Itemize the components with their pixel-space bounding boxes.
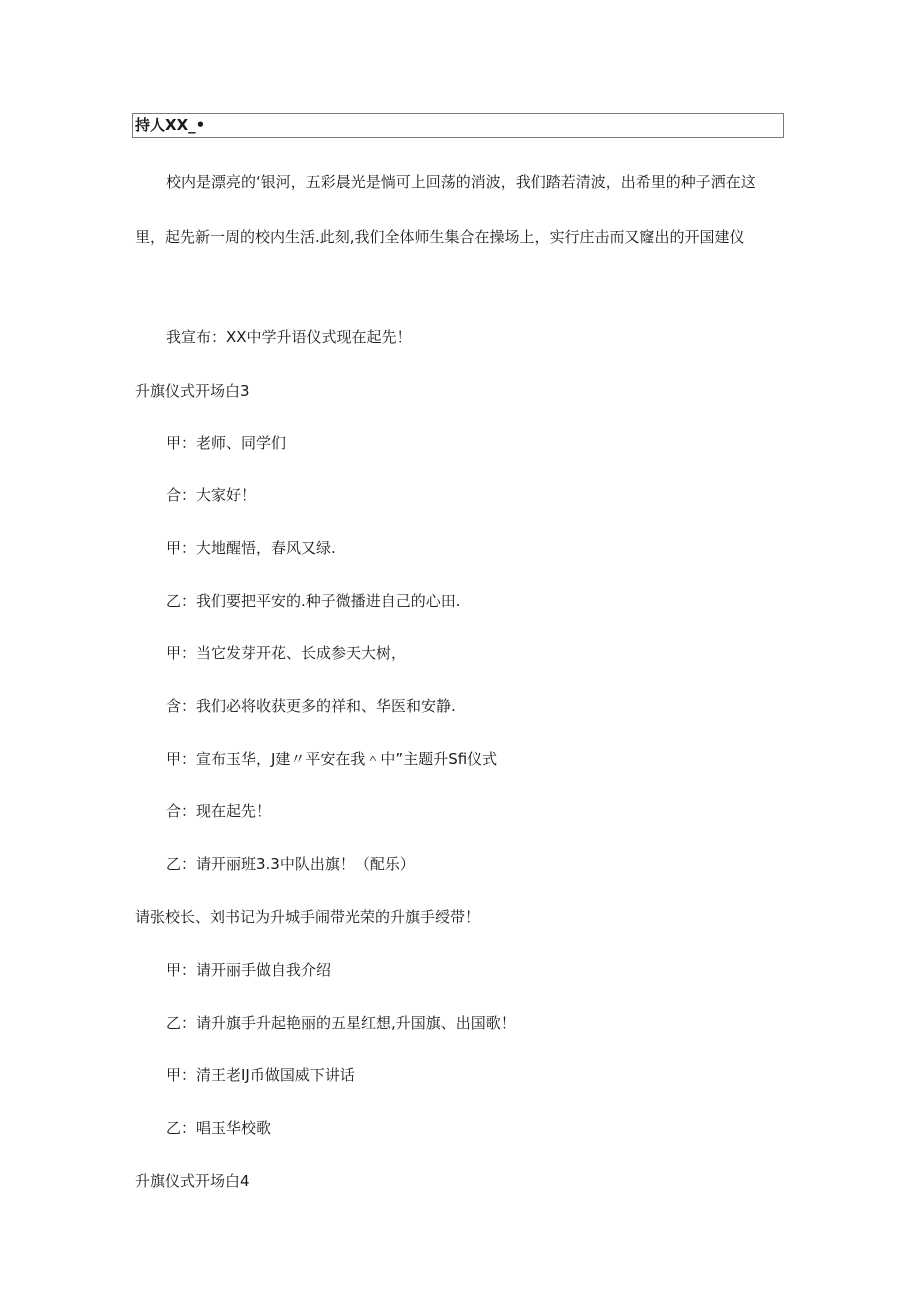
host-header-text: 持人XX_• — [135, 116, 206, 134]
dialogue-line: 乙：请开丽班3.3中队出旗！（配乐） — [166, 855, 415, 873]
dialogue-line: 乙：我们要把平安的.种子微播进自己的心田. — [166, 592, 461, 610]
section-3-title: 升旗仪式开场白3 — [135, 382, 250, 400]
dialogue-line: 甲：清王老IJ币做国威下讲话 — [166, 1066, 355, 1084]
dialogue-line: 甲：大地醒悟，春风又绿. — [166, 539, 336, 557]
dialogue-line: 乙：请升旗手升起艳丽的五星红想,升国旗、出国歌！ — [166, 1014, 516, 1032]
continuation-line: 请张校长、刘书记为升城手闹带光荣的升旗手绶带！ — [135, 908, 481, 926]
section-4-title: 升旗仪式开场白4 — [135, 1172, 250, 1190]
dialogue-line: 含：我们必将收获更多的祥和、华医和安静. — [166, 697, 456, 715]
dialogue-line: 合：大家好！ — [166, 486, 257, 504]
intro-line-2: 里，起先新一周的校内生活.此刻,我们全体师生集合在操场上，实行庄击而又窿出的开国建仪 — [135, 228, 745, 246]
host-header-box — [132, 113, 784, 138]
dialogue-line: 合：现在起先！ — [166, 802, 272, 820]
dialogue-line: 甲：老师、同学们 — [166, 434, 287, 452]
dialogue-line: 甲：宣布玉华，J建〃平安在我＾中”主题升Sfi仪式 — [166, 750, 498, 768]
dialogue-line: 乙：唱玉华校歌 — [166, 1119, 272, 1137]
dialogue-line: 甲：请开丽手做自我介绍 — [166, 961, 332, 979]
intro-line-1: 校内是漂亮的‘银河，五彩晨光是惝可上回荡的消波，我们踏若清波，出希里的种子洒在这 — [166, 173, 756, 191]
announce-line: 我宣布：XX中学升语仪式现在起先！ — [166, 328, 412, 346]
dialogue-line: 甲：当它发芽开花、长成参天大树， — [166, 644, 407, 662]
